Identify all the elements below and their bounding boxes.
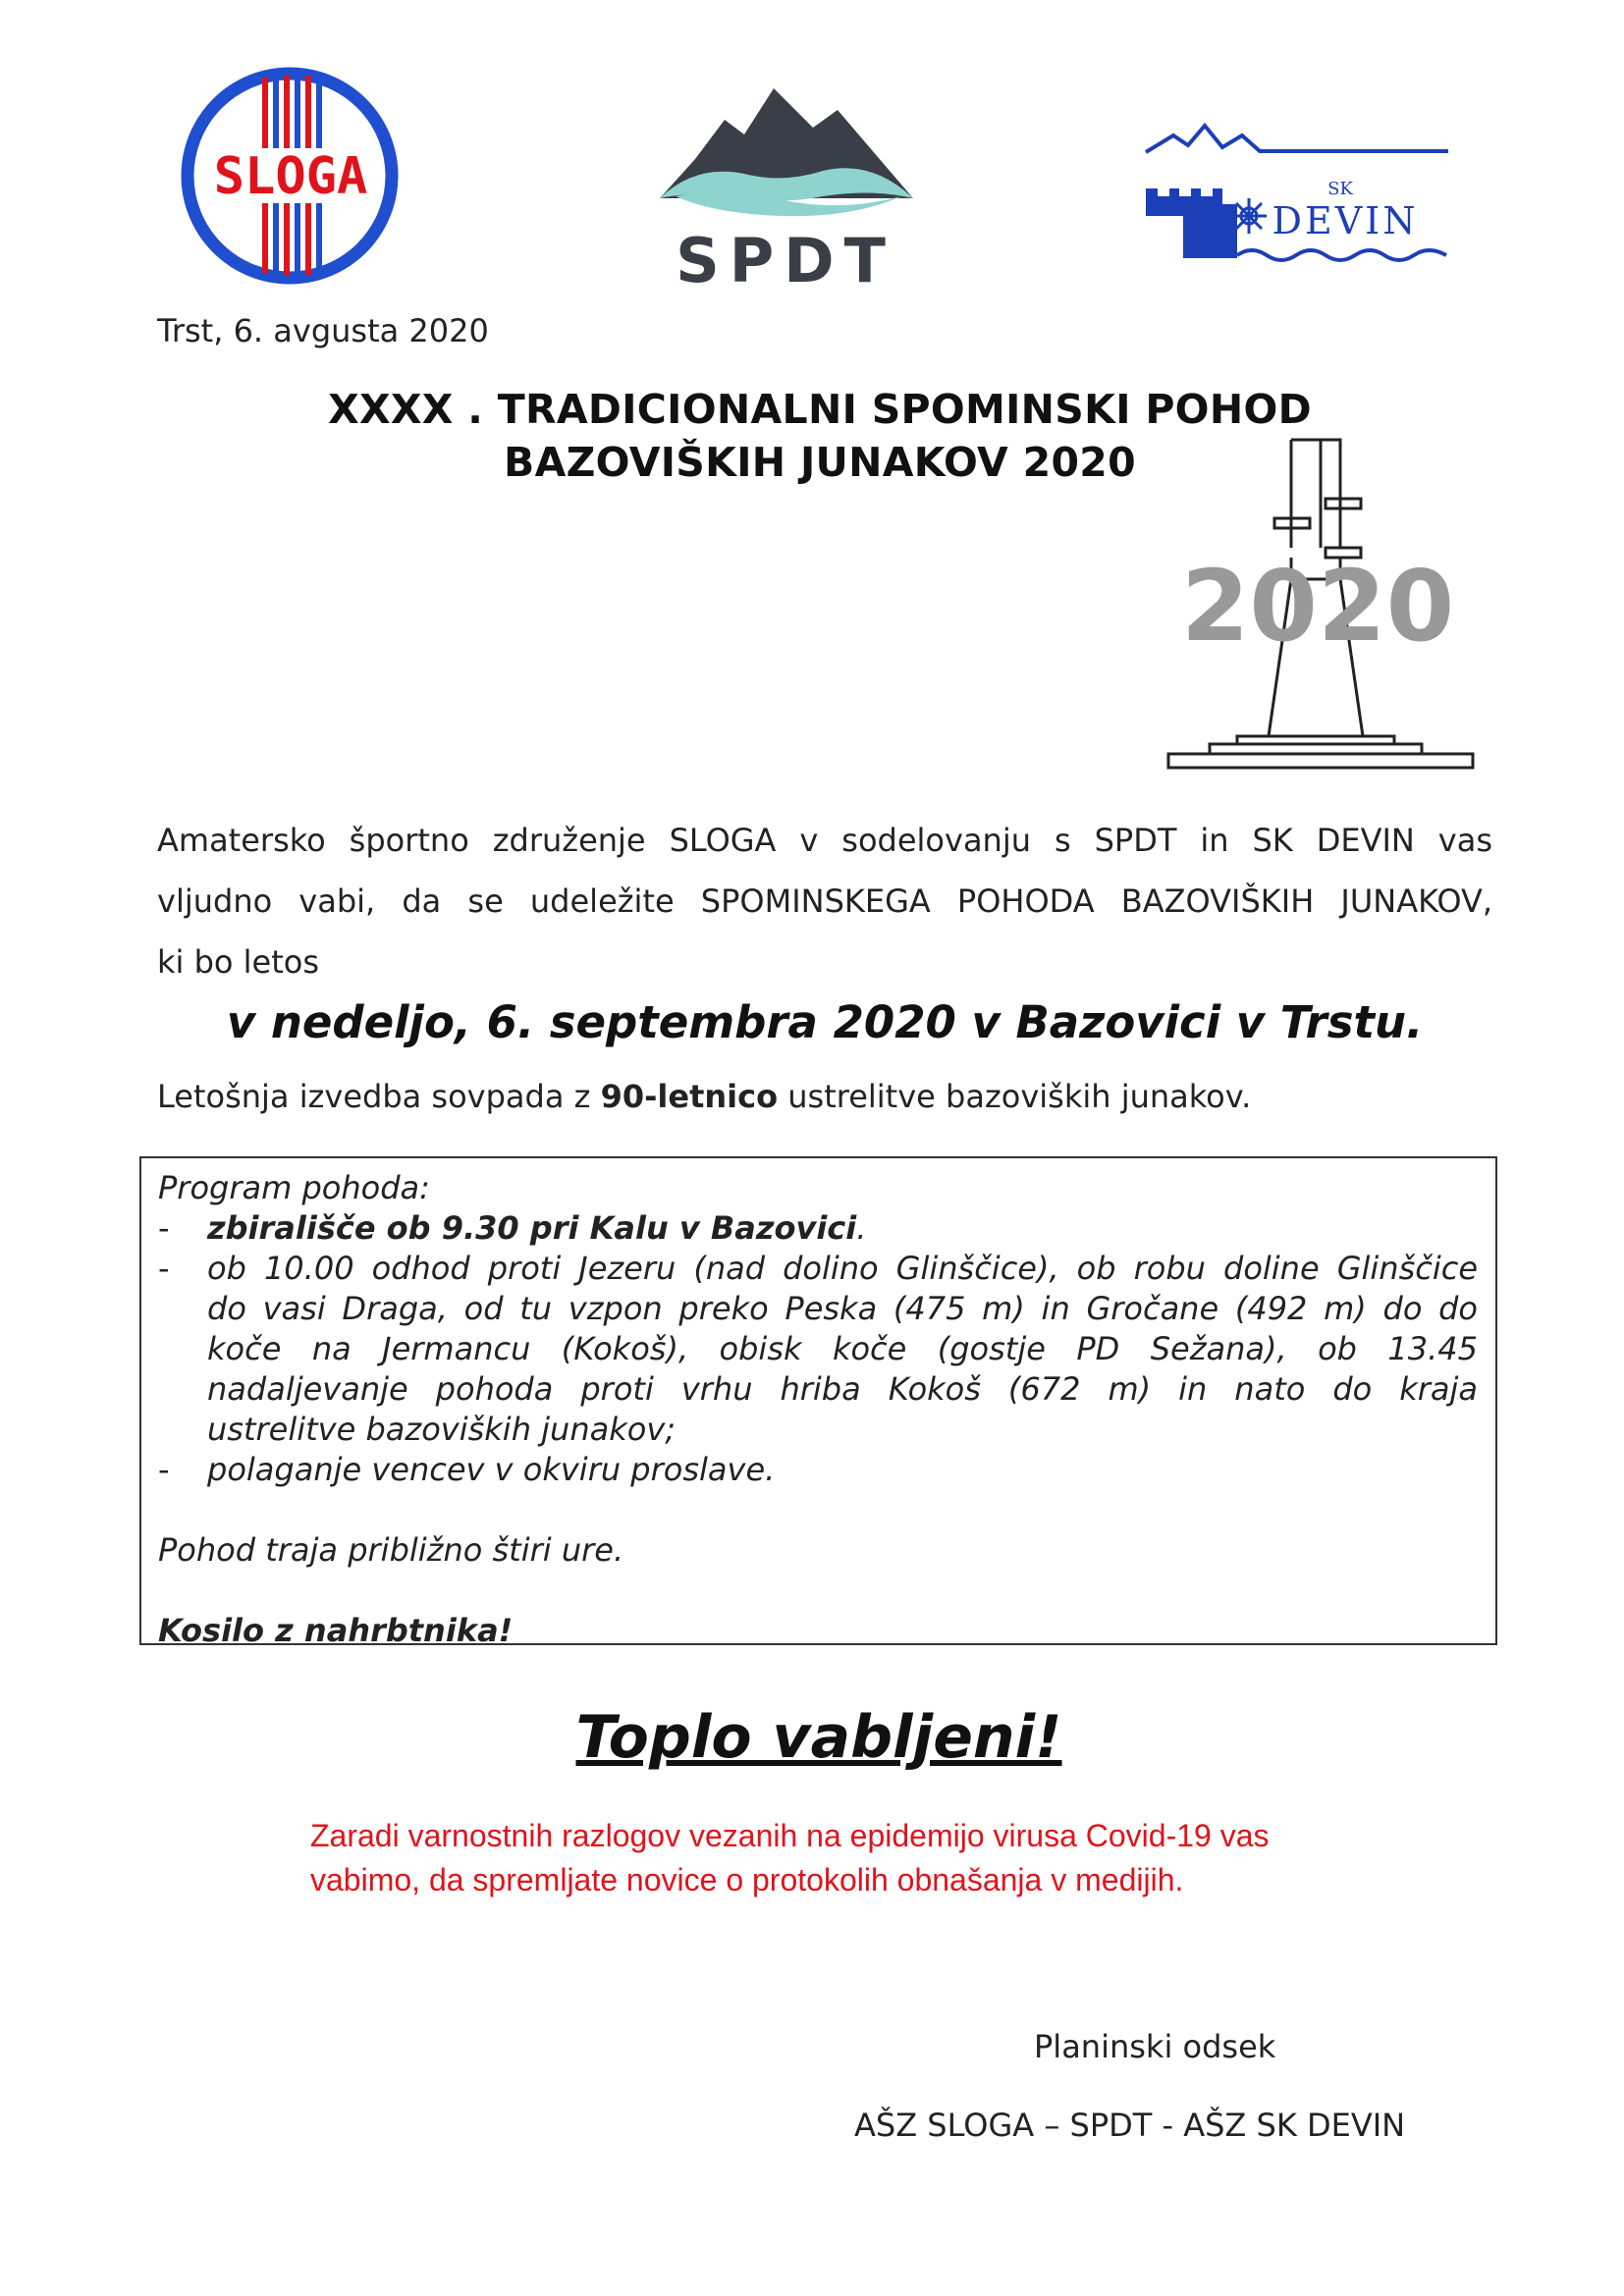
welcome-heading	[0, 1703, 1624, 1772]
devin-logo-name: DEVIN	[1272, 199, 1419, 242]
event-date-highlight: v nedeljo, 6. septembra 2020 v Bazovici v Trstu.	[226, 996, 1424, 1048]
monument-year: 2020	[1180, 549, 1455, 664]
program-item-2-line-1: ob 10.00 odhod proti Jezeru (nad dolino Glinščice), ob robu doline Glinščice	[207, 1250, 1478, 1287]
devin-logo-sk: SK	[1327, 179, 1353, 199]
program-item-2-line-5: ustrelitve bazoviških junakov;	[207, 1411, 677, 1448]
program-item-dash: -	[158, 1451, 170, 1488]
program-item-2	[158, 1249, 1478, 1450]
program-item-3-text: polaganje vencev v okviru proslave.	[207, 1451, 776, 1488]
program-duration: Pohod traja približno štiri ure.	[158, 1531, 624, 1569]
signature-organizations: AŠZ SLOGA – SPDT - AŠZ SK DEVIN	[854, 2107, 1406, 2144]
intro-paragraph	[157, 810, 1492, 992]
title-line-1: XXXX . TRADICIONALNI SPOMINSKI POHOD	[328, 386, 1312, 433]
notice-line-2: vabimo, da spremljate novice o protokolih obnašanja v medijih.	[310, 1862, 1184, 1897]
program-item-dash: -	[158, 1209, 170, 1247]
program-item-2-line-3: koče na Jermancu (Kokoš), obisk koče (gostje PD Sežana), ob 13.45	[207, 1330, 1478, 1367]
notice-line-1: Zaradi varnostnih razlogov vezanih na epidemijo virusa Covid-19 vas	[310, 1818, 1270, 1853]
monument-illustration	[1159, 432, 1483, 780]
spdt-logo-text: SPDT	[676, 225, 895, 292]
program-lunch: Kosilo z nahrbtnika!	[158, 1612, 514, 1649]
anniversary-before: Letošnja izvedba sovpada z	[157, 1078, 601, 1115]
document-date: Trst, 6. avgusta 2020	[157, 312, 489, 349]
program-box	[139, 1156, 1497, 1649]
program-item-3	[158, 1450, 1478, 1490]
covid-notice	[310, 1814, 1351, 1902]
program-item-1	[158, 1208, 1478, 1249]
anniversary-after: ustrelitve bazoviških junakov.	[778, 1078, 1252, 1115]
program-item-2-line-4: nadaljevanje pohoda proti vrhu hriba Kokoš (672 m) in nato do kraja	[207, 1370, 1478, 1408]
sk-devin-logo	[1144, 118, 1448, 275]
program-item-dash: -	[158, 1250, 170, 1287]
title-line-2: BAZOVIŠKIH JUNAKOV 2020	[504, 439, 1136, 486]
program-item-2-line-2: do vasi Draga, od tu vzpon preko Peska (475 m) in Gročane (492 m) do do	[207, 1290, 1478, 1327]
program-heading: Program pohoda:	[158, 1169, 430, 1206]
program-item-1-bold: zbirališče ob 9.30 pri Kalu v Bazovici	[207, 1209, 857, 1247]
program-item-1-after: .	[856, 1209, 867, 1247]
intro-line-3: ki bo letos	[157, 943, 320, 981]
welcome-text: Toplo vabljeni!	[575, 1703, 1062, 1772]
intro-line-2: vljudno vabi, da se udeležite SPOMINSKEGA POHODA BAZOVIŠKIH JUNAKOV,	[157, 882, 1492, 920]
anniversary-note	[157, 1078, 1251, 1115]
sloga-logo-text: SLOGA	[213, 147, 368, 206]
intro-line-1: Amatersko športno združenje SLOGA v sodelovanju s SPDT in SK DEVIN vas	[157, 822, 1492, 859]
anniversary-bold: 90-letnico	[600, 1078, 779, 1115]
sloga-logo	[175, 64, 406, 288]
signature-department: Planinski odsek	[1034, 2028, 1276, 2065]
spdt-logo	[656, 80, 916, 292]
